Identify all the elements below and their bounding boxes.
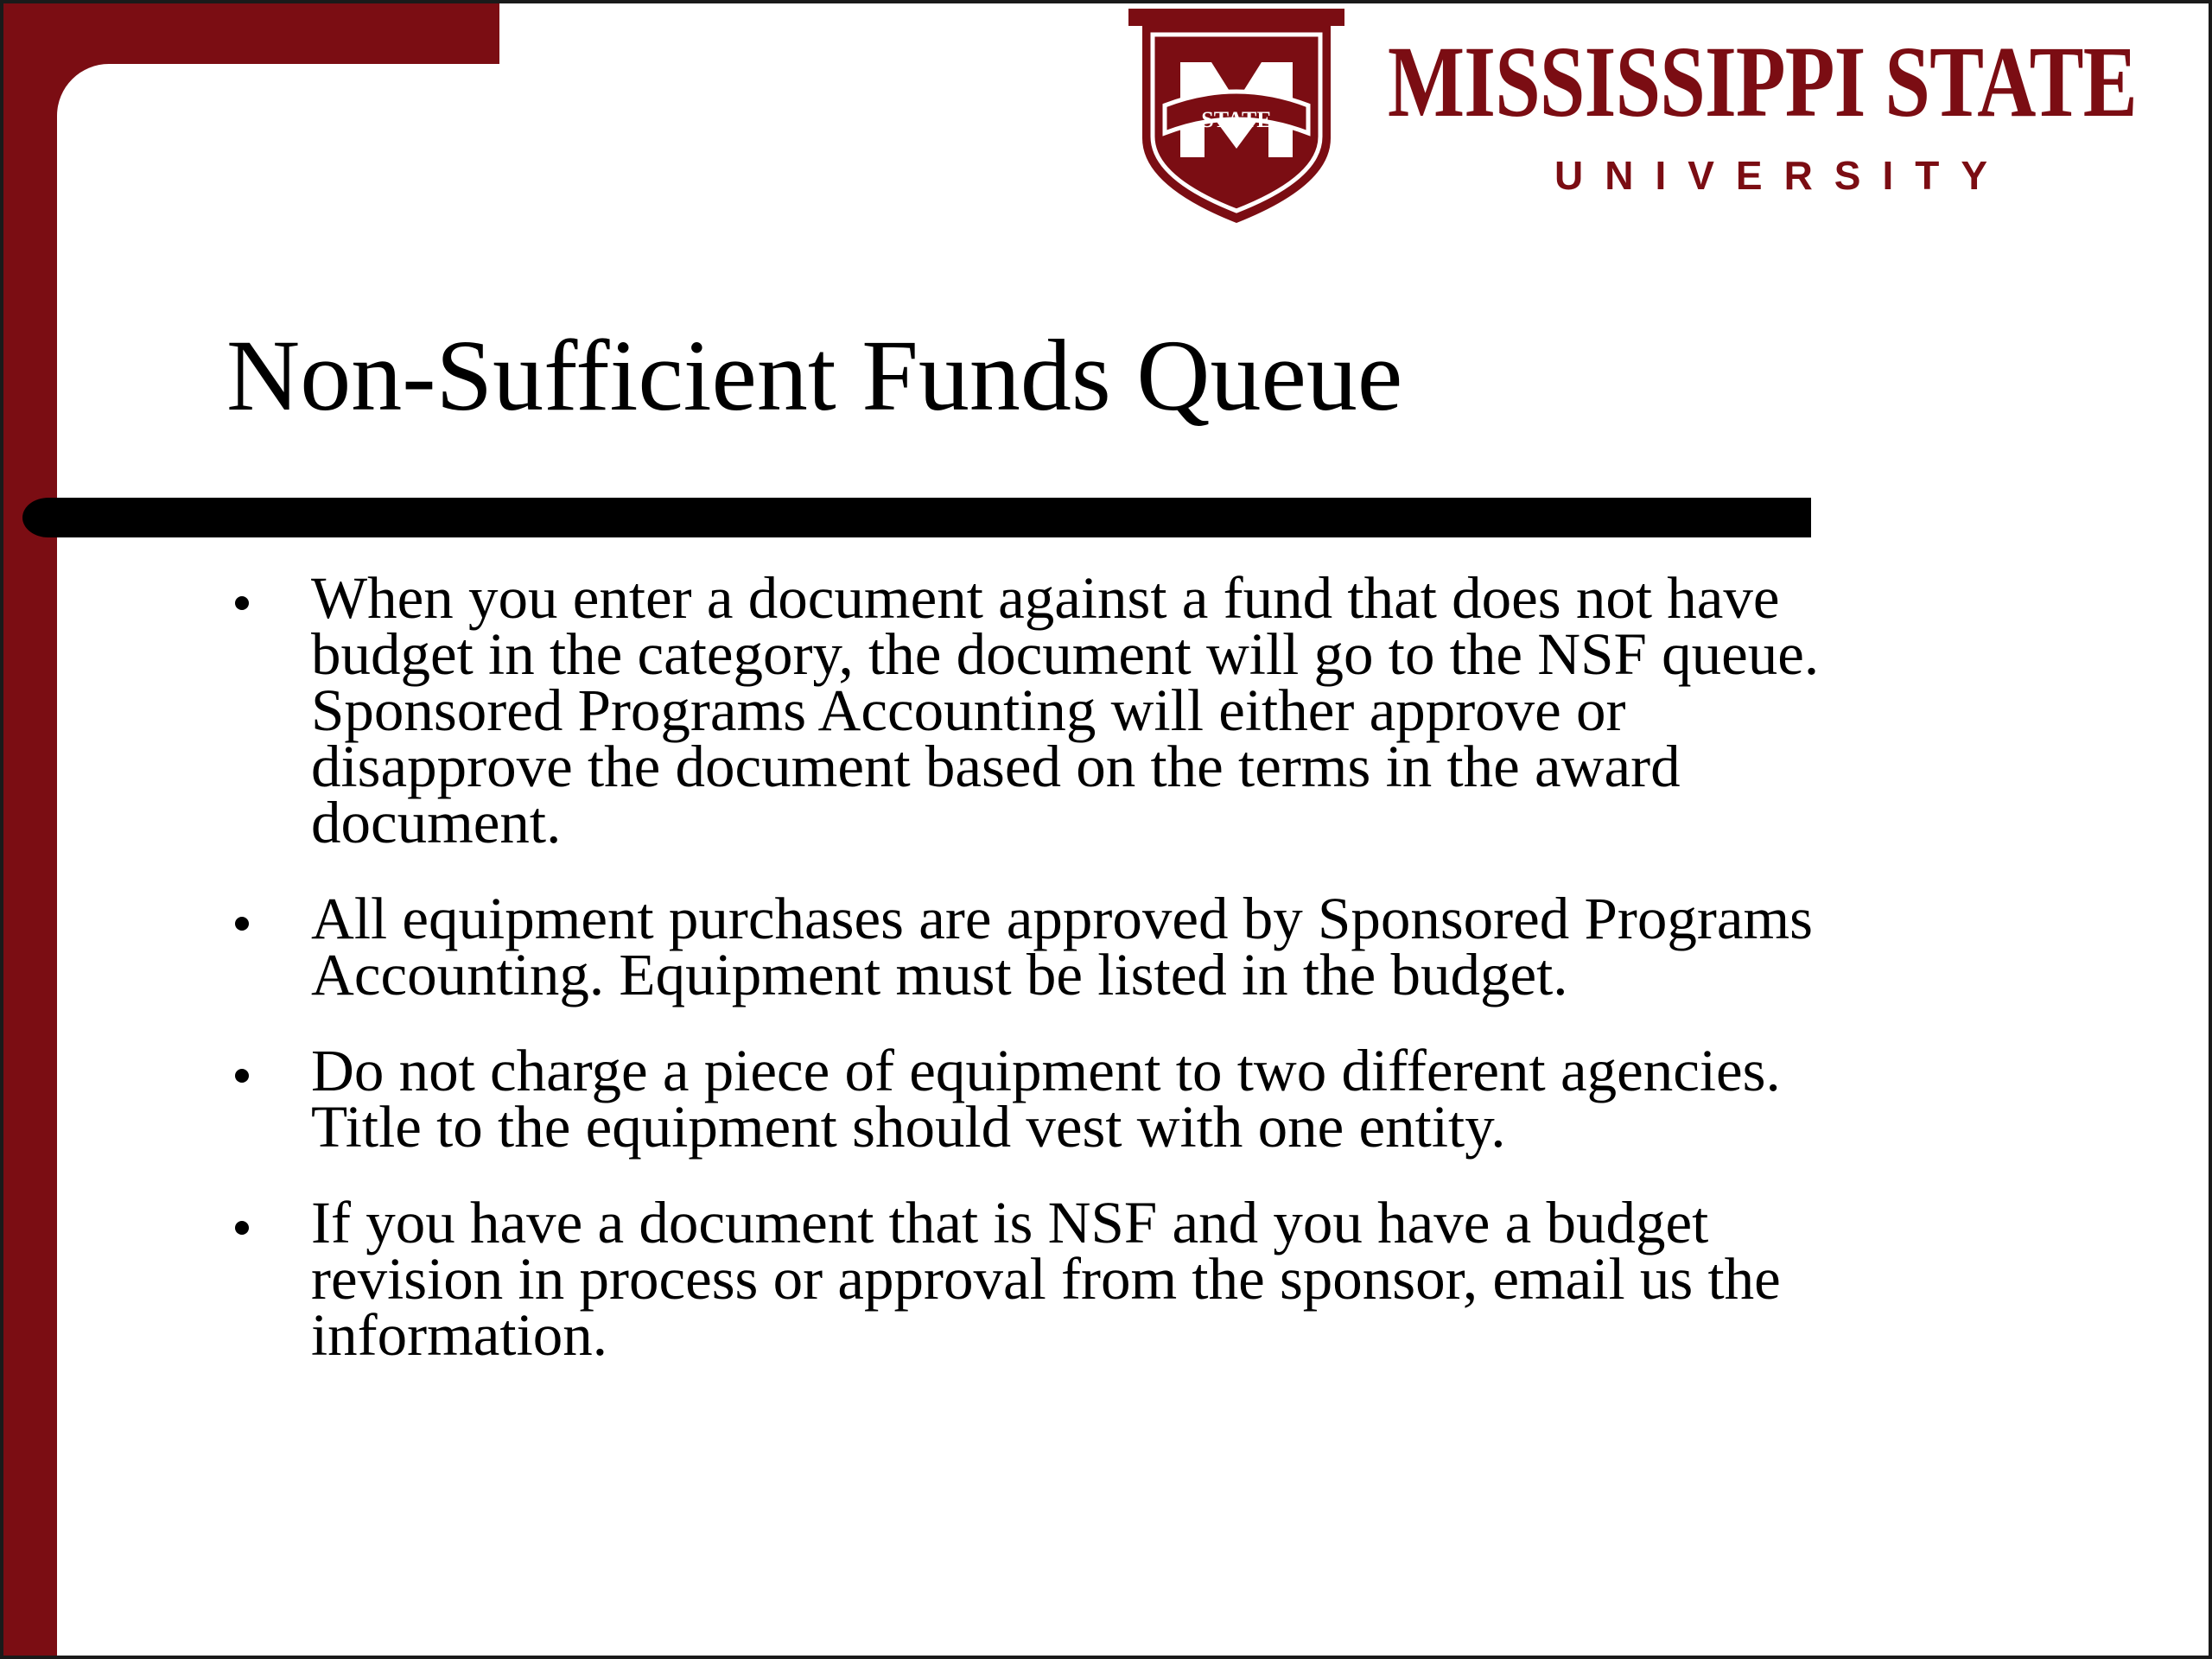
bullet-text: When you enter a document against a fund that does not have budget in the category, the document will go to the NSF queue. Sponsored Programs Accounting will either approve or disapprove the document based on the terms in the award document. bbox=[311, 565, 1820, 855]
bullet-dot-icon bbox=[235, 917, 249, 931]
bullet-item bbox=[225, 1038, 2108, 1160]
bullet-dot-icon bbox=[235, 596, 249, 610]
frame-left-bar bbox=[3, 3, 57, 1659]
slide-title: Non-Sufficient Funds Queue bbox=[226, 319, 1403, 432]
bullet-text: If you have a document that is NSF and you have a budget revision in process or approval from the sponsor, email us the information. bbox=[311, 1190, 1781, 1368]
bullet-dot-icon bbox=[235, 1069, 249, 1083]
bullet-dot-icon bbox=[235, 1221, 249, 1235]
shield-state-text: STATE bbox=[1201, 107, 1272, 132]
title-rule bbox=[22, 498, 1811, 537]
bullet-item bbox=[225, 565, 2108, 855]
bullet-item bbox=[225, 886, 2108, 1007]
frame-top-tab bbox=[3, 3, 499, 64]
wordmark-main: MISSISSIPPI STATE bbox=[1388, 25, 2137, 138]
university-shield-icon bbox=[1127, 9, 1346, 225]
bullet-list bbox=[225, 565, 2108, 1403]
wordmark-subtitle: UNIVERSITY bbox=[1554, 153, 2010, 198]
bullet-text: All equipment purchases are approved by Sponsored Programs Accounting. Equipment must be listed in the budget. bbox=[311, 886, 1814, 1007]
university-logo bbox=[1127, 9, 2198, 225]
bullet-item bbox=[225, 1190, 2108, 1368]
bullet-text: Do not charge a piece of equipment to two different agencies. Title to the equipment should vest with one entity. bbox=[311, 1038, 1781, 1160]
